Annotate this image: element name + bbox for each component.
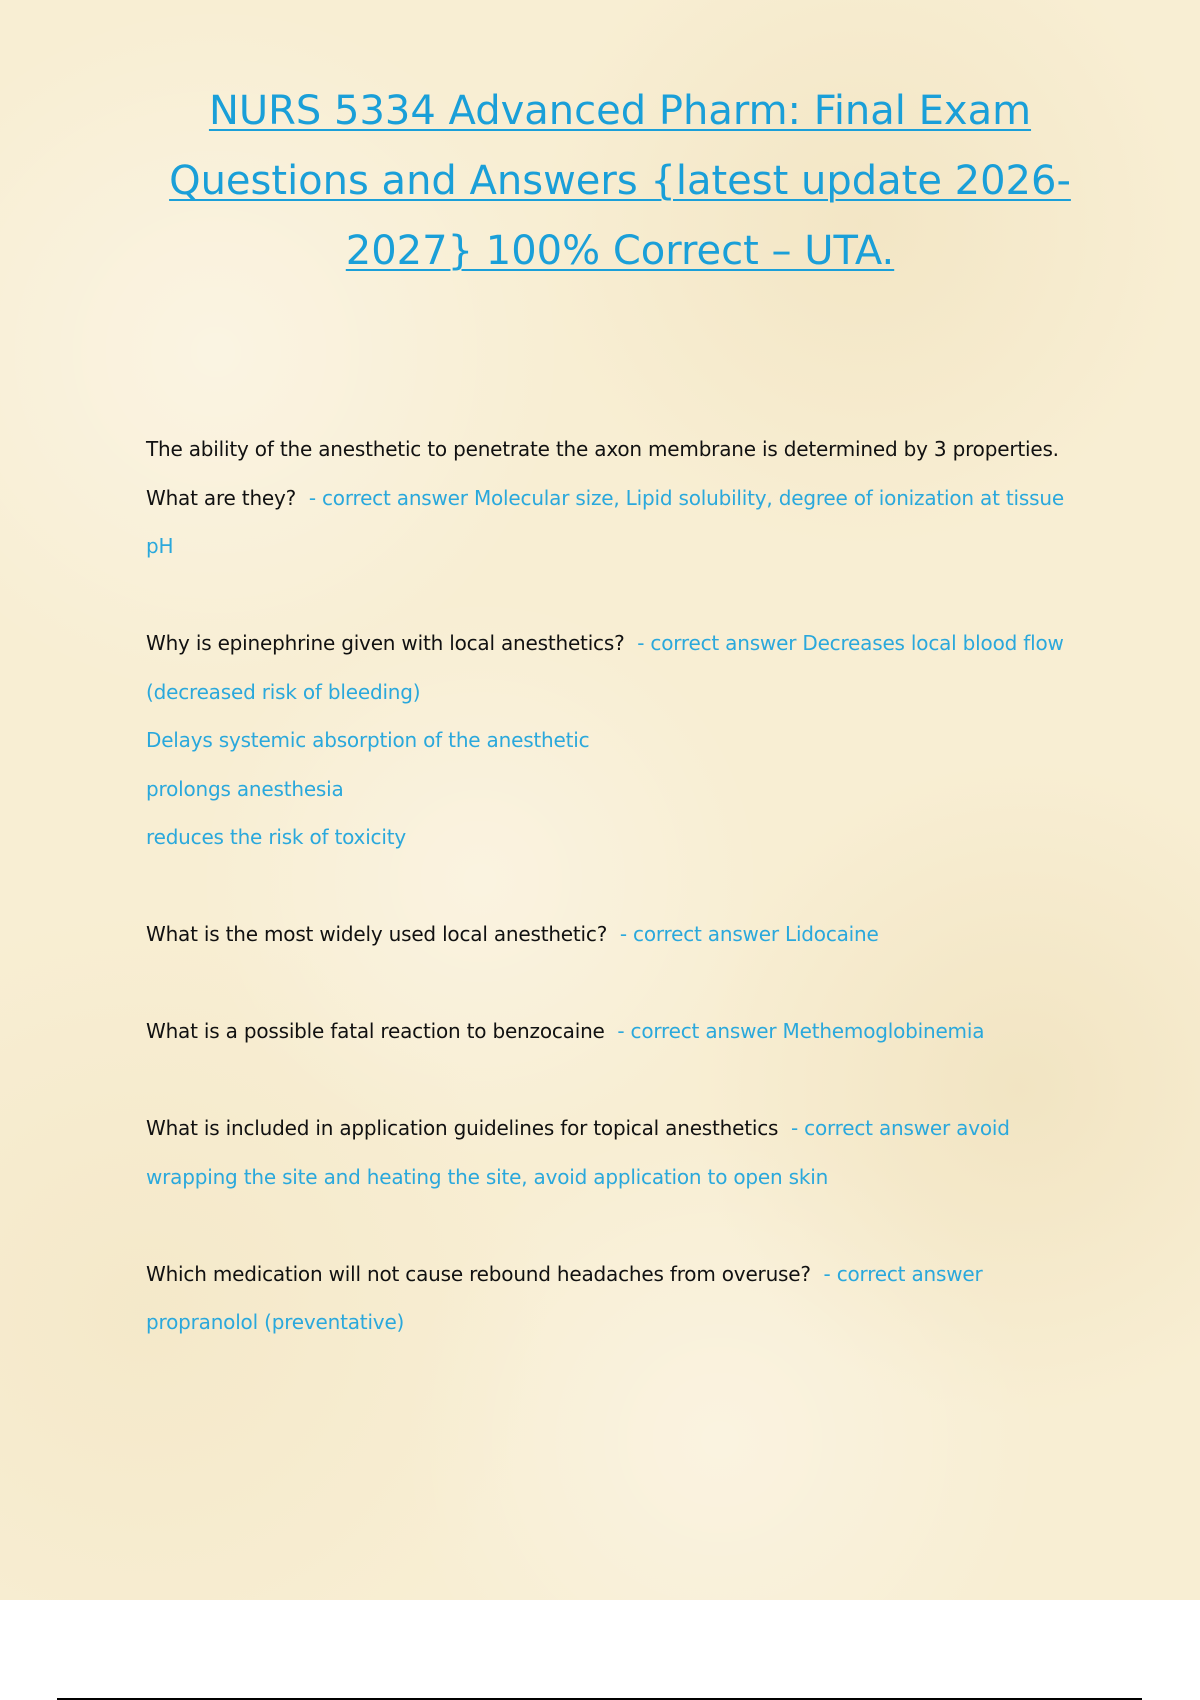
answer-text: - correct answer propranolol (preventative) (146, 1261, 983, 1334)
qa-item (146, 1104, 1096, 1201)
answer-text: - correct answer Decreases local blood flow (decreased risk of bleeding) (146, 631, 1064, 704)
document-title: NURS 5334 Advanced Pharm: Final Exam Questions and Answers {latest update 2026-2027} 100% Correct – UTA. (169, 88, 1071, 274)
question-text: What is the most widely used local anesthetic? (146, 922, 608, 946)
qa-item (146, 425, 1096, 571)
answer-line: prolongs anesthesia (146, 776, 344, 801)
answer-text: - correct answer avoid wrapping the site and heating the site, avoid application to open skin (146, 1116, 1010, 1189)
question-text: Which medication will not cause rebound headaches from overuse? (146, 1261, 811, 1286)
question-text: What is a possible fatal reaction to benzocaine (146, 1019, 605, 1043)
answer-line: Delays systemic absorption of the anesthetic (146, 728, 590, 752)
qa-item (146, 1007, 1096, 1056)
qa-item (146, 619, 1096, 862)
answer-text: - correct answer Methemoglobinemia (617, 1019, 985, 1043)
qa-item (146, 910, 1096, 959)
answer-line: reduces the risk of toxicity (146, 825, 406, 849)
qa-list (146, 425, 1096, 1395)
question-text: Why is epinephrine given with local anesthetics? (146, 631, 625, 655)
answer-text: - correct answer Lidocaine (619, 922, 879, 946)
question-text: What is included in application guidelines for topical anesthetics (146, 1116, 779, 1140)
question-text: The ability of the anesthetic to penetrate the axon membrane is determined by 3 properties. What are they? (146, 437, 1059, 510)
answer-text: - correct answer Molecular size, Lipid solubility, degree of ionization at tissue pH (146, 485, 1064, 558)
qa-item (146, 1250, 1096, 1347)
